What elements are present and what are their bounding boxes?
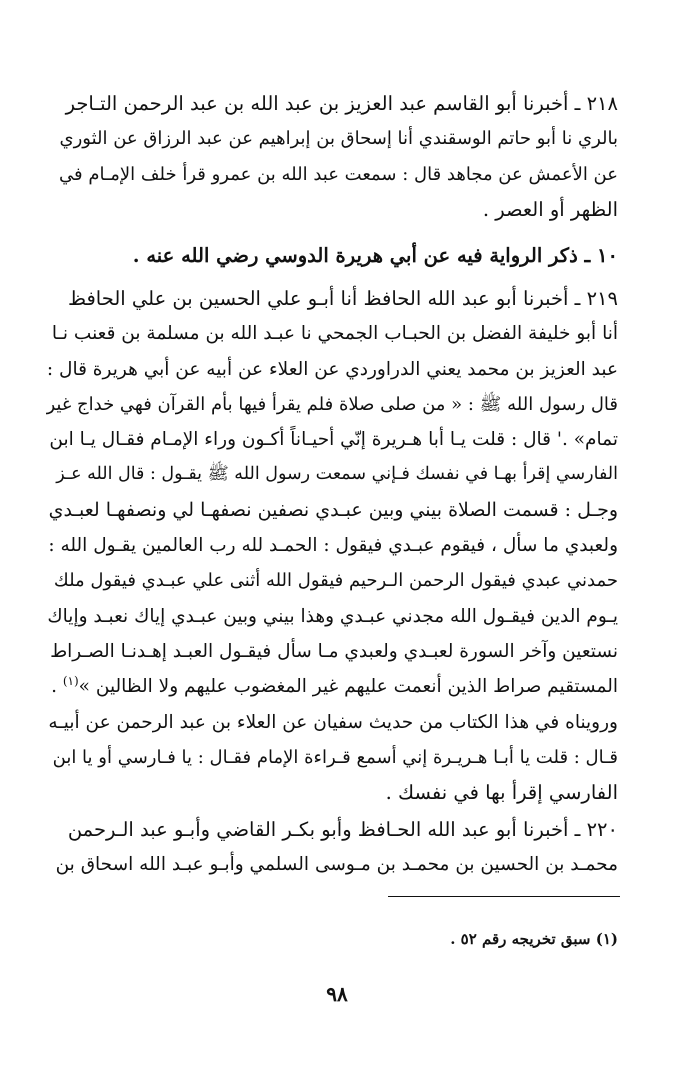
text-line: ٢٢٠ ـ أخبرنا أبو عبد الله الحـافظ وأبو بكـر القاضي وأبـو عبد الـرحمن [67,818,618,841]
section-heading-10: ١٠ ـ ذكر الرواية فيه عن أبي هريرة الدوسي رضي الله عنه . [132,244,618,267]
text-line: قال رسول الله ﷺ : « من صلى صلاة فلم يقرأ فيها بأم القرآن فهي خداج غير [46,393,618,415]
text-line: أنا أبو خليفة الفضل بن الحبـاب الجمحي نا عبـد الله بن مسلمة بن قعنب نـا [51,323,618,345]
text-line: عن الأعمش عن مجاهد قال : سمعت عبد الله بن عمرو قرأ خلف الإمـام في [59,163,618,185]
text-line: الفارسي إقرأ بها في نفسك . [385,781,618,805]
page-number: ٩٨ [326,982,348,1006]
text-line: ولعبدي ما سأل ، فيقوم عبـدي فيقول : الحمـد لله رب العالمين يقـول الله : [48,535,618,557]
text-line: عبد العزيز بن محمد يعني الدراوردي عن العلاء عن أبيه عن أبي هريرة قال : [46,358,618,380]
text-line: بالري نا أبو حاتم الوسقندي أنا إسحاق بن إبراهيم عن عبد الرزاق عن الثوري [59,128,618,150]
text-segment: المستقيم صراط الذين أنعمت عليهم غير المغضوب عليهم ولا الظالين » [78,676,618,698]
text-line: الفارسي إقرأ بهـا في نفسك فـإني سمعت رسول الله ﷺ يقـول : قال الله عـز [56,464,618,485]
text-line: حمدني عبدي فيقول الرحمن الـرحيم فيقول الله أثنى علي عبـدي فيقول ملك [53,570,618,592]
footnote-divider [388,896,620,897]
text-line: الظهر أو العصر . [482,197,618,221]
paragraph-218 [46,86,618,227]
text-segment: . [51,676,63,698]
text-line: يـوم الدين فيقـول الله مجدني عبـدي وهذا بيني وبين عبـدي إياك نعبـد وإياك [47,605,618,627]
text-line: ورويناه في هذا الكتاب من حديث سفيان عن العلاء بن عبد الرحمن عن أبيـه [48,711,618,733]
footnote: (١) سبق تخريجه رقم ٥٢ . [450,930,618,948]
paragraph-219 [46,281,618,810]
text-line: محمـد بن الحسين بن محمـد بن مـوسى السلمي وأبـو عبـد الله اسحاق بن [55,854,618,876]
text-line: ٢١٩ ـ أخبرنا أبو عبد الله الحافظ أنا أبـو علي الحسين بن علي الحافظ [67,287,618,310]
text-line: تمام» .' قال : قلت يـا أبا هـريرة إنّي أحيـاناً أكـون وراء الإمـام فقـال يـا ابن [49,429,618,451]
text-line: نستعين وآخر السورة لعبـدي ولعبدي مـا سأل فيقـول العبـد إهـدنـا الصـراط [50,640,618,662]
text-line: وجـل : قسمت الصلاة بيني وبين عبـدي نصفين نصفهـا لي ونصفهـا لعبـدي [48,498,618,521]
text-line-with-footnote [46,669,618,704]
text-line: ٢١٨ ـ أخبرنا أبو القاسم عبد العزيز بن عبد الله بن عبد الرحمن التـاجر [65,92,618,115]
text-line: قـال : قلت يا أبـا هـريـرة إني أسمع قـراءة الإمام فقـال : يا فـارسي أو يا ابن [52,746,618,768]
footnote-reference[interactable]: (١) [62,674,79,689]
paragraph-220 [46,812,618,883]
